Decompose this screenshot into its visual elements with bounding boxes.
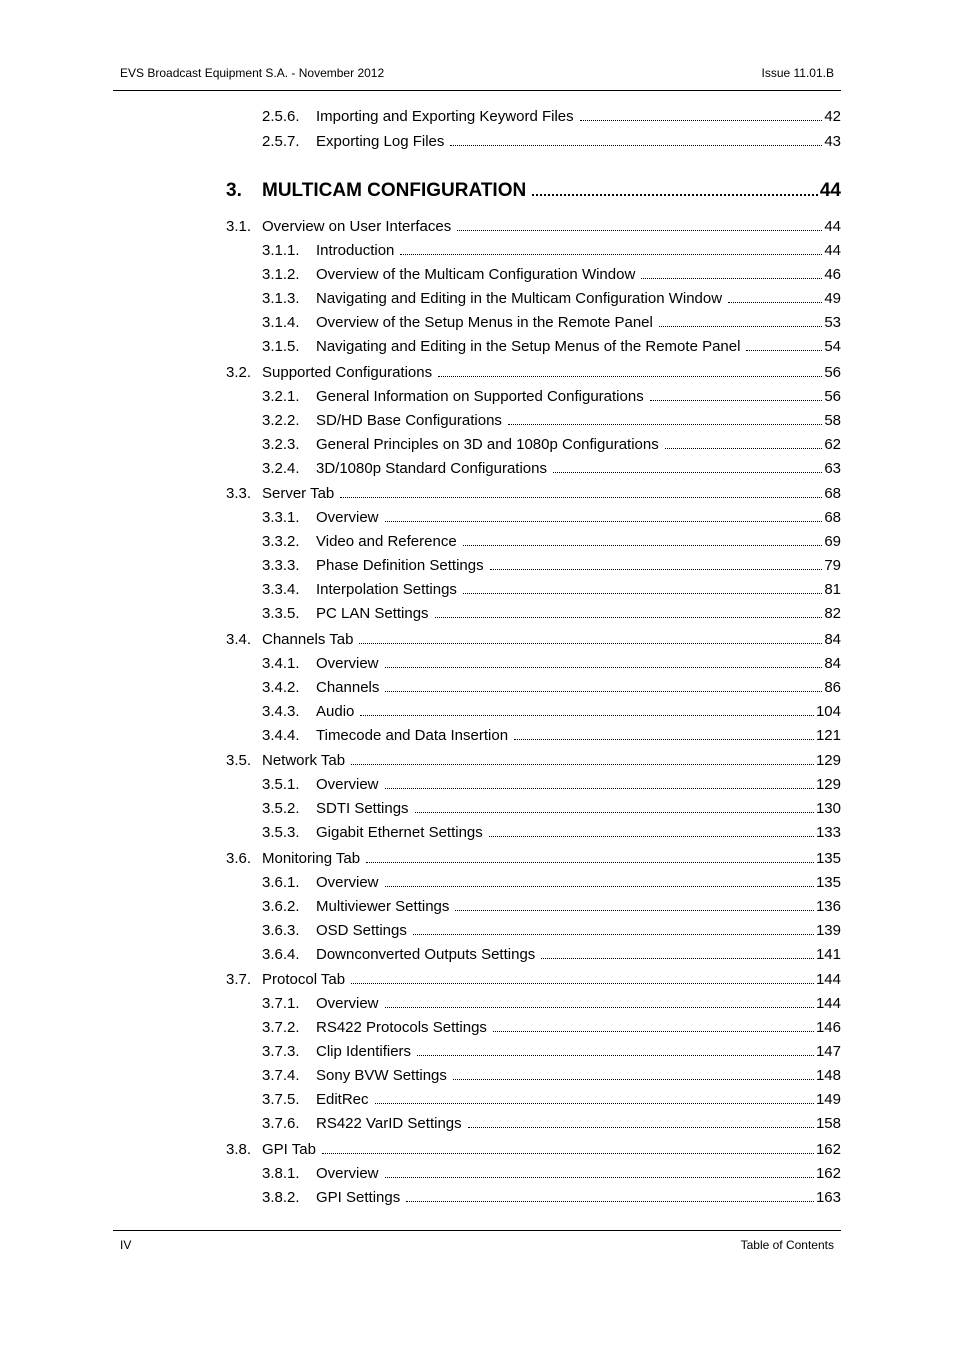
toc-entry-page: 136 — [815, 898, 841, 915]
toc-entry-page: 44 — [824, 218, 841, 235]
header-publisher: EVS Broadcast Equipment S.A. - November 2012 — [120, 66, 385, 80]
toc-entry-number: 3.7.1. — [262, 995, 300, 1012]
toc-entry[interactable] — [226, 218, 841, 236]
toc-entry[interactable] — [262, 898, 841, 916]
toc-entry-title: Sony BVW Settings — [316, 1067, 447, 1084]
toc-entry-title: Interpolation Settings — [316, 581, 457, 598]
toc-entry[interactable] — [226, 364, 841, 382]
toc-entry-page: 42 — [824, 108, 841, 125]
toc-entry-page: 129 — [815, 752, 841, 769]
toc-entry-page: 129 — [815, 776, 841, 793]
toc-entry-number: 3.3.4. — [262, 581, 300, 598]
toc-entry-page: 133 — [815, 824, 841, 841]
toc-dot-leader — [455, 910, 814, 911]
toc-entry[interactable] — [262, 290, 841, 308]
toc-entry-page: 144 — [815, 971, 841, 988]
toc-entry[interactable] — [262, 1043, 841, 1061]
toc-entry[interactable] — [262, 266, 841, 284]
toc-entry[interactable] — [262, 874, 841, 892]
toc-entry-number: 3.6. — [226, 850, 252, 867]
toc-entry-page: 58 — [824, 412, 841, 429]
toc-dot-leader — [553, 472, 822, 473]
toc-entry-page: 139 — [815, 922, 841, 939]
toc-entry-title: General Information on Supported Configurations — [316, 388, 644, 405]
toc-entry-title: 3D/1080p Standard Configurations — [316, 460, 547, 477]
toc-entry[interactable] — [262, 460, 841, 478]
toc-entry-number: 3.2.4. — [262, 460, 300, 477]
toc-entry-page: 79 — [824, 557, 841, 574]
toc-entry[interactable] — [262, 655, 841, 673]
toc-entry[interactable] — [262, 922, 841, 940]
toc-entry-title: PC LAN Settings — [316, 605, 429, 622]
toc-entry-page: 149 — [815, 1091, 841, 1108]
toc-entry-number: 3.4.3. — [262, 703, 300, 720]
toc-entry-page: 44 — [819, 180, 841, 201]
toc-entry-page: 68 — [824, 509, 841, 526]
toc-entry-page: 56 — [824, 364, 841, 381]
toc-entry-title: Protocol Tab — [262, 971, 346, 988]
toc-entry-title: Exporting Log Files — [316, 133, 445, 150]
toc-dot-leader — [351, 764, 814, 765]
toc-entry-page: 49 — [824, 290, 841, 307]
toc-entry-title: Overview — [316, 874, 379, 891]
toc-entry[interactable] — [262, 679, 841, 697]
toc-entry[interactable] — [262, 388, 841, 406]
toc-dot-leader — [508, 424, 822, 425]
toc-entry-title: Multiviewer Settings — [316, 898, 450, 915]
toc-dot-leader — [493, 1031, 814, 1032]
toc-entry[interactable] — [262, 1091, 841, 1109]
toc-entry-title: Phase Definition Settings — [316, 557, 484, 574]
toc-entry-title: MULTICAM CONFIGURATION — [262, 180, 527, 201]
toc-entry-page: 63 — [824, 460, 841, 477]
toc-dot-leader — [641, 278, 822, 279]
toc-dot-leader — [322, 1153, 814, 1154]
toc-entry-title: Video and Reference — [316, 533, 457, 550]
toc-entry[interactable] — [226, 1141, 841, 1159]
toc-entry-number: 3.8.1. — [262, 1165, 300, 1182]
toc-entry[interactable] — [262, 314, 841, 332]
toc-entry-number: 3.5.2. — [262, 800, 300, 817]
toc-entry-title: Server Tab — [262, 485, 335, 502]
toc-entry-page: 162 — [815, 1165, 841, 1182]
toc-entry-number: 2.5.6. — [262, 108, 300, 125]
toc-entry-title: Overview — [316, 1165, 379, 1182]
toc-entry-number: 3.1. — [226, 218, 252, 235]
toc-dot-leader — [665, 448, 823, 449]
toc-entry-number: 3.4. — [226, 631, 252, 648]
toc-entry-number: 3.7.3. — [262, 1043, 300, 1060]
toc-entry-title: Navigating and Editing in the Multicam Configuration Window — [316, 290, 723, 307]
toc-entry[interactable] — [262, 1067, 841, 1085]
toc-entry-number: 3.7.2. — [262, 1019, 300, 1036]
toc-entry-number: 3.2.3. — [262, 436, 300, 453]
toc-entry-title: Overview — [316, 655, 379, 672]
toc-entry-page: 158 — [815, 1115, 841, 1132]
toc-entry-page: 147 — [815, 1043, 841, 1060]
toc-entry-number: 3.5.1. — [262, 776, 300, 793]
toc-entry[interactable] — [262, 412, 841, 430]
toc-entry[interactable] — [226, 180, 841, 202]
toc-dot-leader — [413, 934, 814, 935]
toc-entry-number: 3.2. — [226, 364, 252, 381]
toc-entry-title: RS422 Protocols Settings — [316, 1019, 487, 1036]
toc-entry[interactable] — [262, 1165, 841, 1183]
toc-dot-leader — [728, 302, 822, 303]
toc-entry-page: 146 — [815, 1019, 841, 1036]
toc-entry[interactable] — [262, 509, 841, 527]
toc-entry[interactable] — [262, 108, 841, 126]
toc-entry[interactable] — [262, 133, 841, 151]
toc-entry-title: Channels — [316, 679, 380, 696]
toc-entry-page: 43 — [824, 133, 841, 150]
toc-entry-page: 68 — [824, 485, 841, 502]
toc-entry-title: Network Tab — [262, 752, 346, 769]
toc-entry[interactable] — [262, 727, 841, 745]
toc-dot-leader — [514, 739, 814, 740]
toc-entry-number: 3.4.2. — [262, 679, 300, 696]
toc-dot-leader — [489, 836, 814, 837]
toc-entry-page: 121 — [815, 727, 841, 744]
toc-dot-leader — [385, 667, 823, 668]
toc-entry-page: 81 — [824, 581, 841, 598]
page-footer — [113, 1230, 841, 1261]
toc-dot-leader — [366, 862, 814, 863]
toc-entry-page: 162 — [815, 1141, 841, 1158]
toc-entry-number: 3.3.2. — [262, 533, 300, 550]
toc-entry-title: Channels Tab — [262, 631, 354, 648]
toc-dot-leader — [385, 1177, 814, 1178]
toc-entry-page: 86 — [824, 679, 841, 696]
toc-entry-number: 3.8. — [226, 1141, 252, 1158]
toc-entry-number: 2.5.7. — [262, 133, 300, 150]
toc-entry-title: Overview — [316, 995, 379, 1012]
toc-entry-title: OSD Settings — [316, 922, 407, 939]
toc-dot-leader — [415, 812, 814, 813]
toc-dot-leader — [438, 376, 822, 377]
toc-dot-leader — [468, 1127, 814, 1128]
toc-entry-title: Overview — [316, 776, 379, 793]
toc-entry[interactable] — [262, 1115, 841, 1133]
toc-entry[interactable] — [226, 971, 841, 989]
toc-entry-page: 53 — [824, 314, 841, 331]
toc-entry-page: 135 — [815, 874, 841, 891]
toc-entry-title: SDTI Settings — [316, 800, 409, 817]
toc-entry-page: 46 — [824, 266, 841, 283]
toc-dot-leader — [532, 194, 818, 196]
toc-entry-title: Overview of the Setup Menus in the Remote Panel — [316, 314, 653, 331]
toc-entry-number: 3.4.1. — [262, 655, 300, 672]
toc-entry[interactable] — [262, 1019, 841, 1037]
toc-dot-leader — [450, 145, 822, 146]
toc-entry[interactable] — [262, 995, 841, 1013]
toc-entry[interactable] — [226, 631, 841, 649]
toc-dot-leader — [351, 983, 814, 984]
toc-entry[interactable] — [226, 485, 841, 503]
toc-dot-leader — [457, 230, 822, 231]
toc-dot-leader — [417, 1055, 814, 1056]
toc-entry[interactable] — [262, 533, 841, 551]
toc-entry-title: EditRec — [316, 1091, 369, 1108]
toc-dot-leader — [385, 521, 823, 522]
toc-entry-number: 3.6.1. — [262, 874, 300, 891]
toc-entry-number: 3.2.2. — [262, 412, 300, 429]
toc-dot-leader — [385, 1007, 814, 1008]
toc-dot-leader — [385, 788, 814, 789]
toc-entry-page: 144 — [815, 995, 841, 1012]
toc-dot-leader — [490, 569, 823, 570]
toc-entry-number: 3.6.4. — [262, 946, 300, 963]
toc-entry[interactable] — [262, 242, 841, 260]
toc-entry-title: Importing and Exporting Keyword Files — [316, 108, 574, 125]
toc-entry-title: Downconverted Outputs Settings — [316, 946, 536, 963]
toc-entry-number: 3.3. — [226, 485, 252, 502]
toc-entry-page: 62 — [824, 436, 841, 453]
toc-entry-title: SD/HD Base Configurations — [316, 412, 502, 429]
toc-dot-leader — [375, 1103, 814, 1104]
toc-entry[interactable] — [262, 703, 841, 721]
toc-entry[interactable] — [226, 752, 841, 770]
toc-dot-leader — [659, 326, 822, 327]
toc-dot-leader — [385, 886, 814, 887]
toc-entry-number: 3.7. — [226, 971, 252, 988]
toc-entry-number: 3.3.3. — [262, 557, 300, 574]
toc-entry-title: Supported Configurations — [262, 364, 433, 381]
toc-dot-leader — [463, 545, 823, 546]
toc-entry-title: GPI Settings — [316, 1189, 401, 1206]
toc-entry-number: 3.1.2. — [262, 266, 300, 283]
toc-dot-leader — [746, 350, 822, 351]
toc-entry-title: Clip Identifiers — [316, 1043, 412, 1060]
toc-dot-leader — [463, 593, 822, 594]
toc-entry-page: 135 — [815, 850, 841, 867]
toc-entry[interactable] — [262, 605, 841, 623]
toc-entry-title: Overview of the Multicam Configuration Window — [316, 266, 636, 283]
toc-entry-title: RS422 VarID Settings — [316, 1115, 462, 1132]
toc-entry-number: 3.5. — [226, 752, 252, 769]
toc-entry-title: Audio — [316, 703, 355, 720]
toc-entry-number: 3.1.1. — [262, 242, 300, 259]
toc-entry-page: 84 — [824, 631, 841, 648]
toc-entry-number: 3.1.4. — [262, 314, 300, 331]
toc-entry-number: 3.2.1. — [262, 388, 300, 405]
toc-entry-page: 163 — [815, 1189, 841, 1206]
toc-entry-title: Overview on User Interfaces — [262, 218, 452, 235]
toc-entry-number: 3.8.2. — [262, 1189, 300, 1206]
toc-entry[interactable] — [262, 824, 841, 842]
toc-dot-leader — [385, 691, 822, 692]
toc-dot-leader — [453, 1079, 814, 1080]
toc-dot-leader — [406, 1201, 814, 1202]
toc-dot-leader — [359, 643, 822, 644]
toc-entry[interactable] — [262, 338, 841, 356]
toc-entry-title: Timecode and Data Insertion — [316, 727, 509, 744]
toc-entry[interactable] — [226, 850, 841, 868]
footer-section-title: Table of Contents — [740, 1238, 834, 1252]
toc-entry-number: 3.7.6. — [262, 1115, 300, 1132]
toc-entry-number: 3.3.5. — [262, 605, 300, 622]
toc-entry[interactable] — [262, 436, 841, 454]
toc-entry-page: 82 — [824, 605, 841, 622]
toc-entry-title: Introduction — [316, 242, 395, 259]
toc-dot-leader — [541, 958, 814, 959]
toc-entry-number: 3.6.2. — [262, 898, 300, 915]
toc-dot-leader — [435, 617, 823, 618]
toc-entry-page: 54 — [824, 338, 841, 355]
toc-entry-number: 3.7.4. — [262, 1067, 300, 1084]
toc-entry-title: GPI Tab — [262, 1141, 316, 1158]
toc-entry-page: 84 — [824, 655, 841, 672]
toc-entry[interactable] — [262, 581, 841, 599]
toc-entry-number: 3. — [226, 180, 242, 201]
toc-entry-page: 44 — [824, 242, 841, 259]
toc-dot-leader — [340, 497, 822, 498]
toc-entry[interactable] — [262, 800, 841, 818]
toc-entry-page: 104 — [815, 703, 841, 720]
toc-dot-leader — [580, 120, 823, 121]
toc-entry-number: 3.1.3. — [262, 290, 300, 307]
toc-entry-title: Navigating and Editing in the Setup Menus of the Remote Panel — [316, 338, 741, 355]
toc-entry-number: 3.6.3. — [262, 922, 300, 939]
header-issue: Issue 11.01.B — [761, 66, 834, 80]
toc-entry-title: Monitoring Tab — [262, 850, 361, 867]
toc-entry-number: 3.5.3. — [262, 824, 300, 841]
toc-dot-leader — [650, 400, 823, 401]
toc-entry[interactable] — [262, 1189, 841, 1207]
toc-entry-page: 130 — [815, 800, 841, 817]
toc-dot-leader — [360, 715, 814, 716]
toc-entry-page: 69 — [824, 533, 841, 550]
toc-entry-title: General Principles on 3D and 1080p Configurations — [316, 436, 659, 453]
toc-entry[interactable] — [262, 776, 841, 794]
toc-entry-number: 3.4.4. — [262, 727, 300, 744]
footer-page-number: IV — [120, 1238, 132, 1252]
toc-entry[interactable] — [262, 946, 841, 964]
toc-entry-number: 3.3.1. — [262, 509, 300, 526]
toc-entry-title: Gigabit Ethernet Settings — [316, 824, 483, 841]
toc-entry-page: 56 — [824, 388, 841, 405]
toc-entry-title: Overview — [316, 509, 379, 526]
toc-dot-leader — [400, 254, 822, 255]
toc-entry-number: 3.7.5. — [262, 1091, 300, 1108]
toc-entry-number: 3.1.5. — [262, 338, 300, 355]
toc-entry-page: 141 — [815, 946, 841, 963]
toc-entry[interactable] — [262, 557, 841, 575]
toc-entry-page: 148 — [815, 1067, 841, 1084]
